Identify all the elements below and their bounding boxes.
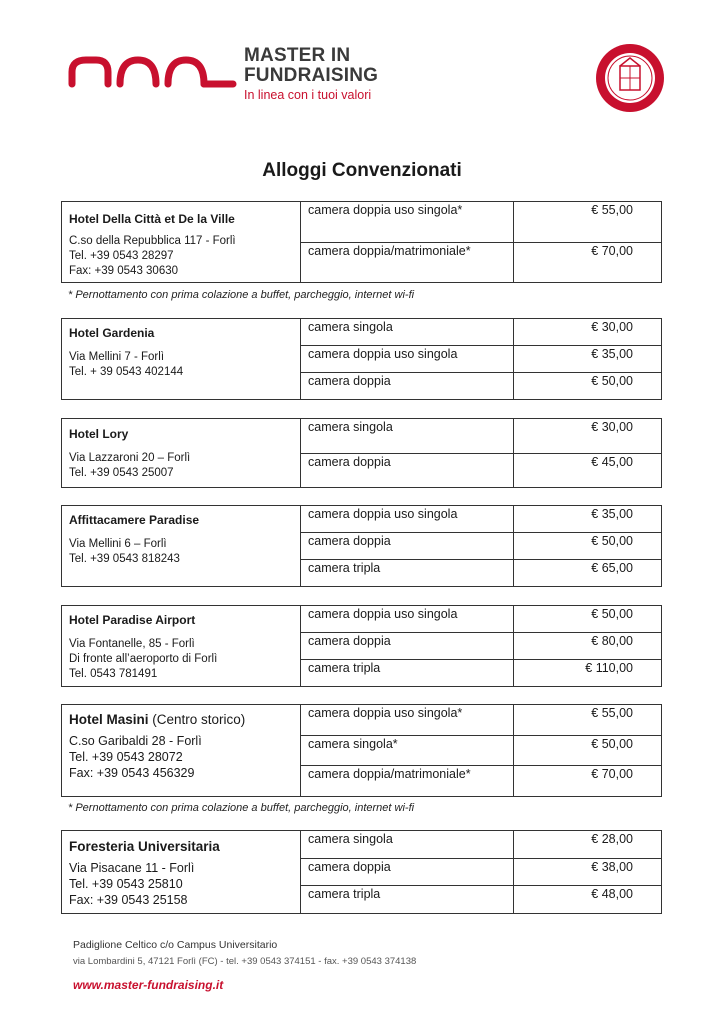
brand-tagline: In linea con i tuoi valori [244, 88, 372, 102]
hotel-info [62, 202, 301, 282]
rooms-table [301, 831, 661, 913]
hotel-card [61, 830, 662, 914]
hotel-address [69, 537, 293, 567]
hotel-card [61, 704, 662, 797]
address-line: Di fronte all’aeroporto di Forlì [69, 653, 218, 665]
hotel-address [69, 733, 293, 781]
room-row [301, 373, 661, 399]
address-line: Via Mellini 7 - Forlì [69, 351, 165, 363]
hotel-info [62, 606, 301, 686]
room-type: camera tripla [301, 660, 514, 686]
room-type: camera singola [301, 419, 514, 453]
hotel-card [61, 318, 662, 400]
room-row [301, 346, 661, 373]
hotel-name: Affittacamere Paradise [69, 513, 200, 527]
room-type: camera tripla [301, 560, 514, 586]
room-row [301, 831, 661, 859]
room-price: € 35,00 [591, 507, 633, 521]
page-title: Alloggi Convenzionati [262, 160, 462, 181]
hotel-card [61, 201, 662, 283]
room-row [301, 560, 661, 586]
brand-line-1: MASTER IN [244, 45, 351, 66]
footer-address-title: Padiglione Celtico c/o Campus Universitario [73, 939, 278, 951]
hotel-info [62, 419, 301, 487]
room-row [301, 243, 661, 283]
room-type: camera doppia uso singola [301, 606, 514, 632]
address-line: C.so della Repubblica 117 - Forlì [69, 235, 236, 247]
address-line: Via Lazzaroni 20 – Forlì [69, 452, 191, 464]
room-row [301, 454, 661, 488]
hotel-card [61, 605, 662, 687]
room-row [301, 319, 661, 346]
room-price: € 38,00 [591, 859, 633, 874]
room-row [301, 202, 661, 243]
room-type: camera doppia/matrimoniale* [301, 766, 514, 796]
website-link[interactable]: www.master-fundraising.it [73, 978, 224, 992]
rooms-table [301, 319, 661, 399]
room-type: camera doppia uso singola [301, 346, 514, 372]
hotel-name: Hotel Paradise Airport [69, 613, 196, 627]
room-type: camera singola* [301, 736, 514, 766]
address-line: Tel. +39 0543 28297 [69, 250, 174, 262]
room-price: € 35,00 [591, 347, 633, 361]
hotel-name: Hotel Lory [69, 427, 129, 441]
room-type: camera doppia [301, 454, 514, 488]
address-line: Tel. +39 0543 28072 [69, 750, 183, 764]
room-price: € 50,00 [591, 607, 633, 621]
room-type: camera doppia [301, 373, 514, 399]
brand-block [244, 46, 378, 102]
room-type: camera doppia uso singola* [301, 202, 514, 242]
master-logo-icon [68, 50, 238, 90]
hotel-card [61, 418, 662, 488]
room-row [301, 419, 661, 454]
room-price: € 65,00 [591, 561, 633, 575]
university-seal-icon [594, 42, 666, 114]
room-price: € 45,00 [591, 454, 633, 469]
room-row [301, 633, 661, 660]
room-type: camera singola [301, 831, 514, 858]
address-line: Tel. +39 0543 25810 [69, 877, 183, 891]
room-type: camera singola [301, 319, 514, 345]
room-row [301, 606, 661, 633]
room-type: camera doppia/matrimoniale* [301, 243, 514, 283]
room-type: camera doppia [301, 633, 514, 659]
hotel-address [69, 350, 293, 380]
rooms-table [301, 506, 661, 586]
hotel-name-suffix: (Centro storico) [152, 712, 246, 727]
room-price: € 80,00 [591, 634, 633, 648]
address-line: Tel. +39 0543 25007 [69, 467, 174, 479]
footer-address-details: via Lombardini 5, 47121 Forlì (FC) - tel. +39 0543 374151 - fax. +39 0543 374138 [73, 956, 417, 967]
room-price: € 50,00 [591, 534, 633, 548]
room-row [301, 766, 661, 796]
address-line: Fax: +39 0543 456329 [69, 766, 195, 780]
room-row [301, 660, 661, 686]
hotel-name: Foresteria Universitaria [69, 839, 220, 854]
footnote: * Pernottamento con prima colazione a buffet, parcheggio, internet wi-fi [68, 289, 415, 301]
room-price: € 55,00 [591, 203, 633, 217]
address-line: Via Fontanelle, 85 - Forlì [69, 638, 195, 650]
room-type: camera doppia [301, 859, 514, 886]
address-line: Fax: +39 0543 25158 [69, 893, 188, 907]
address-line: Tel. +39 0543 818243 [69, 553, 180, 565]
address-line: Tel. 0543 781491 [69, 668, 158, 680]
rooms-table [301, 202, 661, 282]
room-price: € 70,00 [591, 767, 633, 782]
rooms-table [301, 606, 661, 686]
hotel-address [69, 234, 293, 279]
room-row [301, 886, 661, 913]
hotel-address [69, 451, 293, 481]
room-price: € 55,00 [591, 706, 633, 720]
room-row [301, 533, 661, 560]
page-footer [73, 939, 416, 967]
room-price: € 28,00 [591, 832, 633, 846]
room-type: camera doppia uso singola* [301, 705, 514, 735]
room-price: € 50,00 [591, 374, 633, 388]
hotel-name [69, 712, 293, 727]
room-row [301, 506, 661, 533]
room-price: € 70,00 [591, 243, 633, 258]
hotel-name: Hotel Della Città et De la Ville [69, 212, 235, 226]
address-line: Via Pisacane 11 - Forlì [69, 861, 195, 875]
room-type: camera doppia [301, 533, 514, 559]
brand-line-2: FUNDRAISING [244, 65, 379, 86]
hotel-info [62, 705, 301, 796]
room-type: camera doppia uso singola [301, 506, 514, 532]
room-price: € 30,00 [591, 320, 633, 334]
hotel-name-main: Hotel Masini [69, 712, 149, 727]
rooms-table [301, 419, 661, 487]
room-row [301, 859, 661, 887]
hotel-name: Hotel Gardenia [69, 326, 155, 340]
address-line: Fax: +39 0543 30630 [69, 265, 179, 277]
address-line: C.so Garibaldi 28 - Forlì [69, 734, 202, 748]
hotel-info [62, 319, 301, 399]
address-line: Tel. + 39 0543 402144 [69, 366, 184, 378]
room-price: € 48,00 [591, 887, 633, 902]
room-row [301, 736, 661, 767]
hotel-card [61, 505, 662, 587]
room-price: € 50,00 [591, 736, 633, 751]
hotel-address [69, 860, 293, 908]
room-price: € 110,00 [585, 661, 633, 675]
page-header [68, 42, 668, 122]
footnote: * Pernottamento con prima colazione a buffet, parcheggio, internet wi-fi [68, 802, 415, 814]
room-type: camera tripla [301, 886, 514, 913]
room-price: € 30,00 [591, 420, 633, 434]
hotel-info [62, 506, 301, 586]
address-line: Via Mellini 6 – Forlì [69, 538, 167, 550]
room-row [301, 705, 661, 736]
hotel-address [69, 637, 293, 682]
hotel-info [62, 831, 301, 913]
rooms-table [301, 705, 661, 796]
